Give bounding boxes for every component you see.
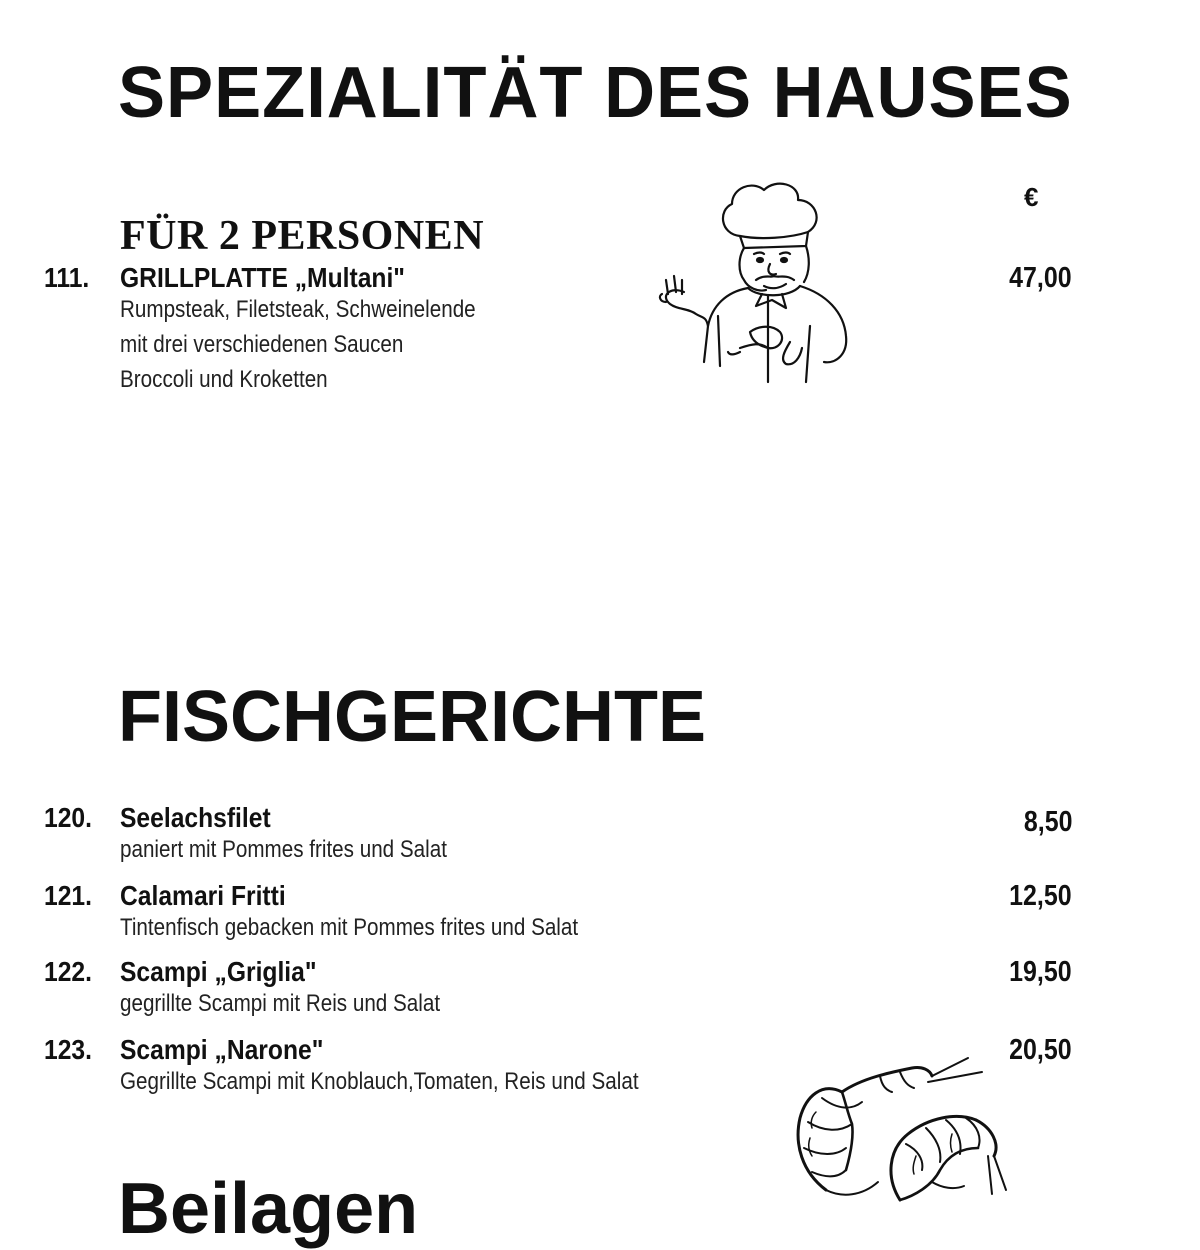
menu-item-121 xyxy=(44,880,1084,946)
item-description: Gegrillte Scampi mit Knoblauch,Tomaten, Reis und Salat xyxy=(120,1068,639,1095)
section-title-sides-partial: Beilagen xyxy=(118,1169,419,1249)
menu-item-120 xyxy=(44,802,1084,868)
shrimp-illustration xyxy=(782,1052,1007,1200)
item-number: 121. xyxy=(44,880,92,911)
item-name: Calamari Fritti xyxy=(120,880,286,911)
item-description: Tintenfisch gebacken mit Pommes frites und Salat xyxy=(120,914,579,941)
item-number: 122. xyxy=(44,956,92,987)
item-name: Scampi „Narone" xyxy=(120,1034,324,1065)
item-number: 120. xyxy=(44,802,92,833)
item-number: 123. xyxy=(44,1034,92,1065)
description-line: Broccoli und Kroketten xyxy=(120,366,328,393)
description-line: mit drei verschiedenen Saucen xyxy=(120,331,404,358)
item-price: 20,50 xyxy=(1009,1034,1072,1066)
page-title: SPEZIALITÄT DES HAUSES xyxy=(118,53,1073,133)
item-description: gegrillte Scampi mit Reis und Salat xyxy=(120,990,441,1017)
menu-item-111 xyxy=(44,262,1084,402)
item-name: Scampi „Griglia" xyxy=(120,956,317,987)
item-number: 111. xyxy=(44,262,90,293)
menu-item-122 xyxy=(44,956,1084,1022)
description-line: Rumpsteak, Filetsteak, Schweinelende xyxy=(120,296,476,323)
item-price: 47,00 xyxy=(1009,262,1072,294)
currency-symbol: € xyxy=(1024,182,1039,212)
item-price: 19,50 xyxy=(1009,956,1072,988)
item-price: 12,50 xyxy=(1009,880,1072,912)
section-title-fish: FISCHGERICHTE xyxy=(118,677,707,757)
item-name: Seelachsfilet xyxy=(120,802,271,833)
item-name: GRILLPLATTE „Multani" xyxy=(120,262,405,293)
item-description xyxy=(120,292,476,397)
subheading-for-two: FÜR 2 PERSONEN xyxy=(120,213,485,259)
item-description: paniert mit Pommes frites und Salat xyxy=(120,836,447,863)
item-price: 8,50 xyxy=(1023,806,1072,838)
